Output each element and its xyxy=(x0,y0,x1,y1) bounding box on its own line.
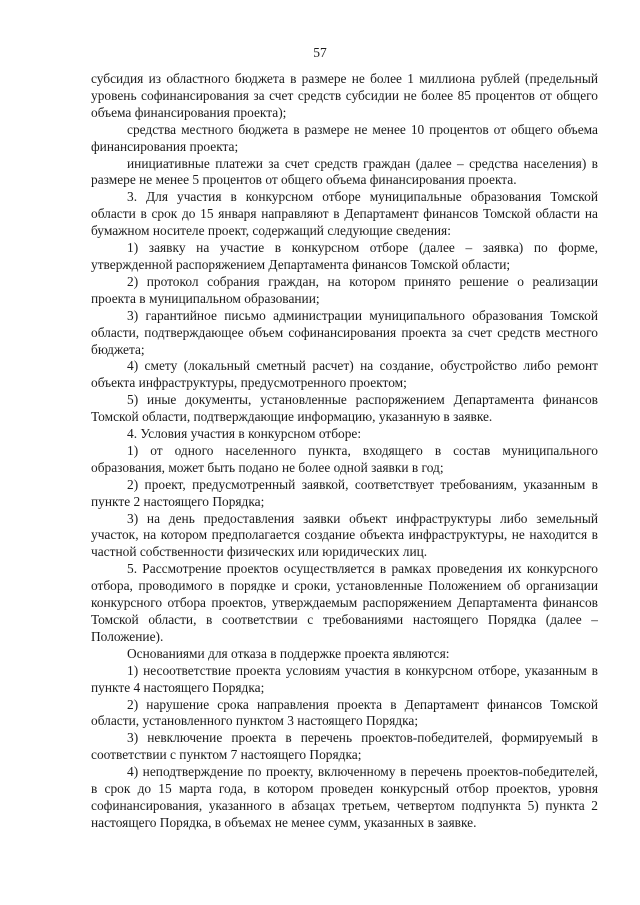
paragraph: 5) иные документы, установленные распоряжением Департамента финансов Томской области, подтверждающие информацию, указанную в заявке. xyxy=(91,392,598,425)
paragraph: 5. Рассмотрение проектов осуществляется в рамках проведения их конкурсного отбора, проводимого в порядке и сроки, установленные Положением об организации конкурсного отбора проектов, утверждаемым распоряжением Департамента финансов Томской области, в соответствии с требованиями настоящего Порядка (далее – Положение). xyxy=(91,561,598,644)
document-body xyxy=(91,71,598,832)
paragraph: 4) неподтверждение по проекту, включенному в перечень проектов-победителей, в срок до 15 марта года, в котором проведен конкурсный отбор проектов, уровня софинансирования, указанного в абзацах третьем, четвертом подпункта 5) пункта 2 настоящего Порядка, в объемах не менее сумм, указанных в заявке. xyxy=(91,764,598,830)
page-number: 57 xyxy=(313,45,327,60)
paragraph: инициативные платежи за счет средств граждан (далее – средства населения) в размере не менее 5 процентов от общего объема финансирования проекта. xyxy=(91,155,598,188)
paragraph: 3) невключение проекта в перечень проектов-победителей, формируемый в соответствии с пунктом 7 настоящего Порядка; xyxy=(91,730,598,763)
paragraph: субсидия из областного бюджета в размере не более 1 миллиона рублей (предельный уровень софинансирования за счет средств субсидии не более 85 процентов от общего объема финансирования проекта); xyxy=(91,71,598,120)
paragraph: 2) нарушение срока направления проекта в Департамент финансов Томской области, установленного пунктом 3 настоящего Порядка; xyxy=(91,696,598,729)
paragraph: Основаниями для отказа в поддержке проекта являются: xyxy=(127,645,450,661)
paragraph: 3) на день предоставления заявки объект инфраструктуры либо земельный участок, на котором предполагается создание объекта инфраструктуры, не находится в частной собственности физических или юридических лиц. xyxy=(91,510,598,560)
paragraph: 4. Условия участия в конкурсном отборе: xyxy=(127,426,362,442)
paragraph: средства местного бюджета в размере не менее 10 процентов от общего объема финансирования проекта; xyxy=(91,121,598,154)
paragraph: 1) заявку на участие в конкурсном отборе (далее – заявка) по форме, утвержденной распоряжением Департамента финансов Томской области; xyxy=(91,240,598,272)
paragraph: 3) гарантийное письмо администрации муниципального образования Томской области, подтверждающее объем софинансирования проекта за счет средств местного бюджета; xyxy=(91,307,598,357)
paragraph: 2) протокол собрания граждан, на котором принято решение о реализации проекта в муниципальном образовании; xyxy=(91,273,598,306)
paragraph: 2) проект, предусмотренный заявкой, соответствует требованиям, указанным в пункте 2 настоящего Порядка; xyxy=(91,476,598,509)
paragraph: 3. Для участия в конкурсном отборе муниципальные образования Томской области в срок до 15 января направляют в Департамент финансов Томской области на бумажном носителе проект, содержащий следующие сведения: xyxy=(91,189,598,239)
paragraph: 1) несоответствие проекта условиям участия в конкурсном отборе, указанным в пункте 4 настоящего Порядка; xyxy=(91,662,598,695)
paragraph: 1) от одного населенного пункта, входящего в состав муниципального образования, может быть подано не более одной заявки в год; xyxy=(91,442,598,475)
paragraph: 4) смету (локальный сметный расчет) на создание, обустройство либо ремонт объекта инфраструктуры, предусмотренного проектом; xyxy=(91,358,598,391)
